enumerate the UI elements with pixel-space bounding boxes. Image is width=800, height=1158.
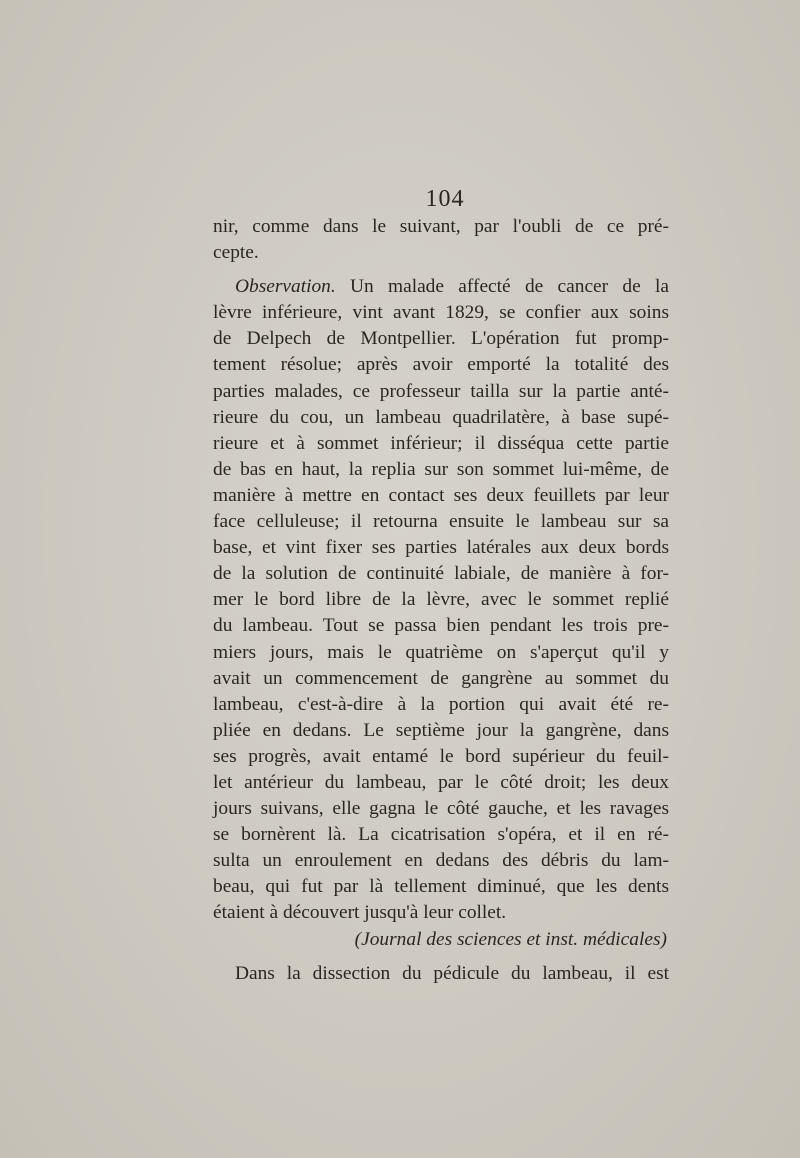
text-line: étaient à découvert jusqu'à leur collet. <box>213 902 507 924</box>
text-line: jours suivans, elle gagna le côté gauche, et les ravages <box>213 798 669 820</box>
observation-label: Observation. <box>235 276 336 298</box>
text-line: nir, comme dans le suivant, par l'oubli de ce pré- <box>213 216 669 237</box>
text-line: rieure et à sommet inférieur; il disséqua cette partie <box>213 432 669 454</box>
text-line: cepte. <box>213 242 259 264</box>
text-line: face celluleuse; il retourna ensuite le lambeau sur sa <box>213 511 669 533</box>
observation-heading-line <box>213 274 669 300</box>
text-line: sulta un enroulement en dedans des débris du lam- <box>213 850 669 872</box>
text-line: ses progrès, avait entamé le bord supérieur du feuil- <box>213 745 669 767</box>
text-line: tement résolue; après avoir emporté la totalité des <box>213 354 669 376</box>
text-line: let antérieur du lambeau, par le côté droit; les deux <box>213 771 669 793</box>
text-line: base, et vint fixer ses parties latérales aux deux bords <box>213 537 669 559</box>
text-line: beau, qui fut par là tellement diminué, que les dents <box>213 876 669 898</box>
text-line: de la solution de continuité labiale, de manière à for- <box>213 563 669 585</box>
text-line: avait un commencement de gangrène au sommet du <box>213 667 669 689</box>
text-line: mer le bord libre de la lèvre, avec le sommet replié <box>213 589 669 611</box>
text-line: parties malades, ce professeur tailla sur la partie anté- <box>213 380 669 402</box>
page-number: 104 <box>425 186 465 212</box>
text-line: lambeau, c'est-à-dire à la portion qui avait été re- <box>213 693 669 715</box>
text-line: lèvre inférieure, vint avant 1829, se confier aux soins <box>213 302 669 324</box>
text-line: rieure du cou, un lambeau quadrilatère, à base supé- <box>213 406 669 428</box>
text-line: se bornèrent là. La cicatrisation s'opéra, et il en ré- <box>213 824 669 846</box>
text-line: miers jours, mais le quatrième on s'aperçut qu'il y <box>213 641 669 663</box>
text-line: de Delpech de Montpellier. L'opération fut promp- <box>213 328 669 350</box>
citation: (Journal des sciences et inst. médicales) <box>354 928 667 950</box>
text-line: manière à mettre en contact ses deux feuillets par leur <box>213 484 669 506</box>
text-line: du lambeau. Tout se passa bien pendant les trois pre- <box>213 615 669 637</box>
text-line: pliée en dedans. Le septième jour la gangrène, dans <box>213 719 669 741</box>
text-line-final: Dans la dissection du pédicule du lambeau, il est <box>235 962 669 984</box>
page-text <box>213 214 669 987</box>
observation-first-text: Un malade affecté de cancer de la <box>350 276 669 298</box>
text-line: de bas en haut, la replia sur son sommet lui-même, de <box>213 458 669 480</box>
